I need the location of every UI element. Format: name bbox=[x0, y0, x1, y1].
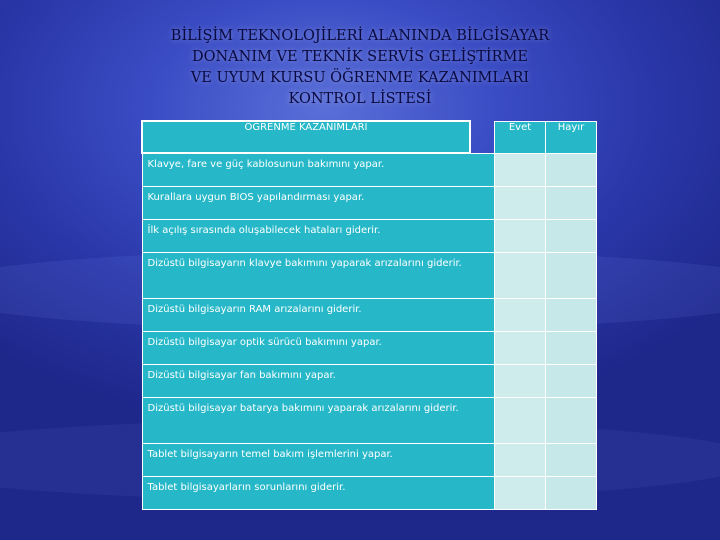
no-checkbox-cell[interactable] bbox=[546, 153, 597, 187]
header-no: Hayır bbox=[546, 121, 597, 153]
outcome-label: Dizüstü bilgisayar batarya bakımını yaparak arızalarını giderir. bbox=[142, 398, 495, 444]
title-line: DONANIM VE TEKNİK SERVİS GELİŞTİRME bbox=[191, 49, 529, 65]
header-outcomes: ÖĞRENME KAZANIMLARI bbox=[142, 121, 470, 153]
outcome-label: Kurallara uygun BIOS yapılandırması yapar. bbox=[142, 187, 495, 220]
table-row bbox=[142, 187, 597, 220]
no-checkbox-cell[interactable] bbox=[546, 220, 597, 253]
table-row bbox=[142, 153, 597, 187]
table-row bbox=[142, 299, 597, 332]
outcome-label: Dizüstü bilgisayarın klavye bakımını yaparak arızalarını giderir. bbox=[142, 253, 495, 299]
outcome-label: Dizüstü bilgisayar fan bakımını yapar. bbox=[142, 365, 495, 398]
no-checkbox-cell[interactable] bbox=[546, 187, 597, 220]
yes-checkbox-cell[interactable] bbox=[495, 187, 546, 220]
table-row bbox=[142, 253, 597, 299]
yes-checkbox-cell[interactable] bbox=[495, 299, 546, 332]
title-line: BİLİŞİM TEKNOLOJİLERİ ALANINDA BİLGİSAYAR bbox=[170, 28, 550, 44]
title-line: KONTROL LİSTESİ bbox=[288, 91, 432, 107]
yes-checkbox-cell[interactable] bbox=[495, 398, 546, 444]
checklist-table bbox=[141, 120, 597, 510]
header-row bbox=[142, 121, 597, 153]
yes-checkbox-cell[interactable] bbox=[495, 220, 546, 253]
no-checkbox-cell[interactable] bbox=[546, 365, 597, 398]
table-row bbox=[142, 365, 597, 398]
yes-checkbox-cell[interactable] bbox=[495, 332, 546, 365]
no-checkbox-cell[interactable] bbox=[546, 477, 597, 510]
header-yes: Evet bbox=[495, 121, 546, 153]
header-gap bbox=[470, 121, 495, 153]
outcome-label: Dizüstü bilgisayarın RAM arızalarını giderir. bbox=[142, 299, 495, 332]
no-checkbox-cell[interactable] bbox=[546, 253, 597, 299]
no-checkbox-cell[interactable] bbox=[546, 444, 597, 477]
table-row bbox=[142, 332, 597, 365]
outcome-label: İlk açılış sırasında oluşabilecek hataları giderir. bbox=[142, 220, 495, 253]
table-row bbox=[142, 444, 597, 477]
yes-checkbox-cell[interactable] bbox=[495, 153, 546, 187]
table-row bbox=[142, 220, 597, 253]
outcome-label: Klavye, fare ve güç kablosunun bakımını yapar. bbox=[142, 153, 495, 187]
outcome-label: Tablet bilgisayarın temel bakım işlemlerini yapar. bbox=[142, 444, 495, 477]
no-checkbox-cell[interactable] bbox=[546, 398, 597, 444]
outcome-label: Tablet bilgisayarların sorunlarını giderir. bbox=[142, 477, 495, 510]
yes-checkbox-cell[interactable] bbox=[495, 365, 546, 398]
yes-checkbox-cell[interactable] bbox=[495, 477, 546, 510]
table-row bbox=[142, 398, 597, 444]
no-checkbox-cell[interactable] bbox=[546, 299, 597, 332]
outcome-label: Dizüstü bilgisayar optik sürücü bakımını yapar. bbox=[142, 332, 495, 365]
yes-checkbox-cell[interactable] bbox=[495, 253, 546, 299]
table-row bbox=[142, 477, 597, 510]
yes-checkbox-cell[interactable] bbox=[495, 444, 546, 477]
no-checkbox-cell[interactable] bbox=[546, 332, 597, 365]
title-line: VE UYUM KURSU ÖĞRENME KAZANIMLARI bbox=[190, 70, 530, 86]
page-title bbox=[120, 26, 600, 110]
